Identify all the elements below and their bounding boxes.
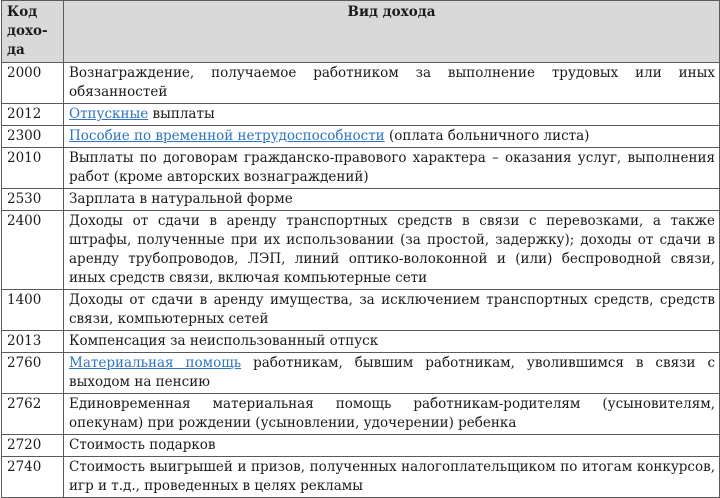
income-code: 2400 — [2, 211, 64, 290]
income-code: 2012 — [2, 104, 64, 126]
table-row — [2, 457, 720, 498]
income-description: Доходы от сдачи в аренду транспортных средств в связи с перевозками, а также штрафы, полученные при их использовании (за простой, задержку); доходы от сдачи в аренду трубопроводов, ЛЭП, линий оптико-волоконной и (или) беспроводной связи, иных средств связи, включая компьютерные сети — [64, 211, 720, 290]
code-column-header — [2, 1, 64, 63]
code-header-line-2: дохо- — [7, 23, 48, 39]
income-codes-table — [1, 0, 720, 498]
income-code: 2013 — [2, 331, 64, 353]
kind-column-header: Вид дохода — [64, 1, 720, 63]
income-description: Выплаты по договорам гражданско-правового характера – оказания услуг, выполнения работ (кроме авторских вознаграждений) — [64, 148, 720, 189]
income-description: Доходы от сдачи в аренду имущества, за исключением транспортных средств, средств связи, компьютерных сетей — [64, 290, 720, 331]
income-description: Компенсация за неиспользованный отпуск — [64, 331, 720, 353]
table-row — [2, 353, 720, 394]
income-code: 2000 — [2, 63, 64, 104]
income-description: Вознаграждение, получаемое работником за выполнение трудовых или иных обязанностей — [64, 63, 720, 104]
income-description — [64, 353, 720, 394]
table-row — [2, 126, 720, 148]
table-row — [2, 189, 720, 211]
income-description-text: работникам, бывшим работникам, уволившимся в связи с выходом на пенсию — [69, 355, 716, 390]
sick-leave-benefit-link[interactable]: Пособие по временной нетрудоспособности — [69, 128, 385, 144]
income-description-text: (оплата больничного листа) — [384, 128, 590, 144]
income-description-text: выплаты — [148, 106, 215, 122]
material-aid-link[interactable]: Материальная помощь — [69, 355, 242, 371]
income-description: Зарплата в натуральной форме — [64, 189, 720, 211]
income-code: 2530 — [2, 189, 64, 211]
income-code: 1400 — [2, 290, 64, 331]
table-row — [2, 331, 720, 353]
income-description — [64, 104, 720, 126]
income-code: 2010 — [2, 148, 64, 189]
income-code: 2760 — [2, 353, 64, 394]
table-row — [2, 104, 720, 126]
table-row — [2, 435, 720, 457]
table-row — [2, 290, 720, 331]
income-description: Стоимость выигрышей и призов, полученных налогоплательщиком по итогам конкурсов, игр и т.д., проведенных в целях рекламы — [64, 457, 720, 498]
income-code: 2740 — [2, 457, 64, 498]
income-code: 2720 — [2, 435, 64, 457]
income-code: 2762 — [2, 394, 64, 435]
header-row — [2, 1, 720, 63]
table-row — [2, 148, 720, 189]
table-row — [2, 211, 720, 290]
code-header-line-1: Код — [7, 4, 38, 20]
income-description: Стоимость подарков — [64, 435, 720, 457]
code-header-line-3: да — [7, 42, 25, 58]
income-code: 2300 — [2, 126, 64, 148]
table-row — [2, 63, 720, 104]
income-description — [64, 126, 720, 148]
income-description: Единовременная материальная помощь работникам-родителям (усыновителям, опекунам) при рождении (усыновлении, удочерении) ребенка — [64, 394, 720, 435]
table-row — [2, 394, 720, 435]
vacation-pay-link[interactable]: Отпускные — [69, 106, 149, 122]
